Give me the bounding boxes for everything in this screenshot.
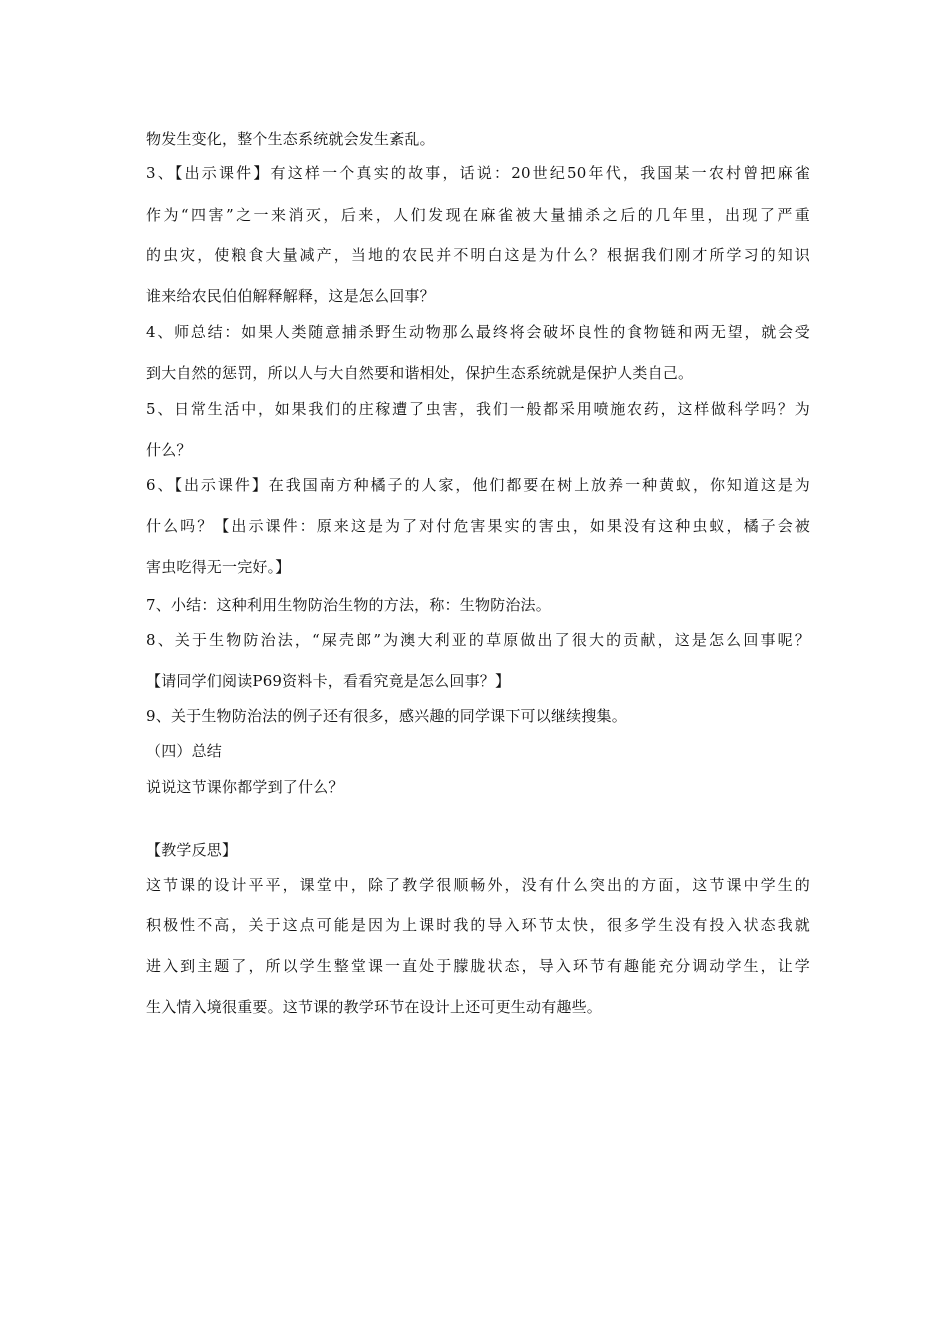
text-line: 物发生变化，整个生态系统就会发生紊乱。 (146, 130, 435, 148)
text-line: 6、【出示课件】在我国南方种橘子的人家，他们都要在树上放养一种黄蚁，你知道这是为 (146, 476, 810, 494)
text-line: 8、关于生物防治法，“屎壳郎”为澳大利亚的草原做出了很大的贡献，这是怎么回事呢？ (146, 631, 810, 649)
section-heading: 【教学反思】 (146, 841, 238, 859)
text-line: 到大自然的惩罚，所以人与大自然要和谐相处，保护生态系统就是保护人类自己。 (146, 364, 694, 382)
text-line: 作为“四害”之一来消灭，后来，人们发现在麻雀被大量捕杀之后的几年里，出现了严重 (146, 206, 810, 224)
text-line: 4、师总结：如果人类随意捕杀野生动物那么最终将会破坏良性的食物链和两无望，就会受 (146, 323, 810, 341)
text-line: 的虫灾，使粮食大量减产，当地的农民并不明白这是为什么？根据我们刚才所学习的知识 (146, 246, 810, 264)
text-line: 7、小结：这种利用生物防治生物的方法，称：生物防治法。 (146, 596, 551, 614)
text-line: 说说这节课你都学到了什么？ (146, 778, 344, 796)
text-line: 什么？ (146, 441, 192, 459)
text-line: 3、【出示课件】有这样一个真实的故事，话说：20世纪50年代，我国某一农村曾把麻雀 (146, 164, 810, 182)
text-line: 5、日常生活中，如果我们的庄稼遭了虫害，我们一般都采用喷施农药，这样做科学吗？为 (146, 400, 810, 418)
text-line: 9、关于生物防治法的例子还有很多，感兴趣的同学课下可以继续搜集。 (146, 707, 627, 725)
text-line: 生入情入境很重要。这节课的教学环节在设计上还可更生动有趣些。 (146, 998, 603, 1016)
text-line: 积极性不高，关于这点可能是因为上课时我的导入环节太快，很多学生没有投入状态我就 (146, 916, 810, 934)
text-line: 这节课的设计平平，课堂中，除了教学很顺畅外，没有什么突出的方面，这节课中学生的 (146, 876, 810, 894)
text-line: 害虫吃得无一完好。】 (146, 558, 291, 576)
text-line: 什么吗？【出示课件：原来这是为了对付危害果实的害虫，如果没有这种虫蚁，橘子会被 (146, 517, 810, 535)
text-line: 【请同学们阅读P69资料卡，看看究竟是怎么回事？】 (146, 672, 511, 690)
text-line: 谁来给农民伯伯解释解释，这是怎么回事？ (146, 287, 435, 305)
section-heading: （四）总结 (146, 742, 223, 760)
text-line: 进入到主题了，所以学生整堂课一直处于朦胧状态，导入环节有趣能充分调动学生，让学 (146, 957, 810, 975)
